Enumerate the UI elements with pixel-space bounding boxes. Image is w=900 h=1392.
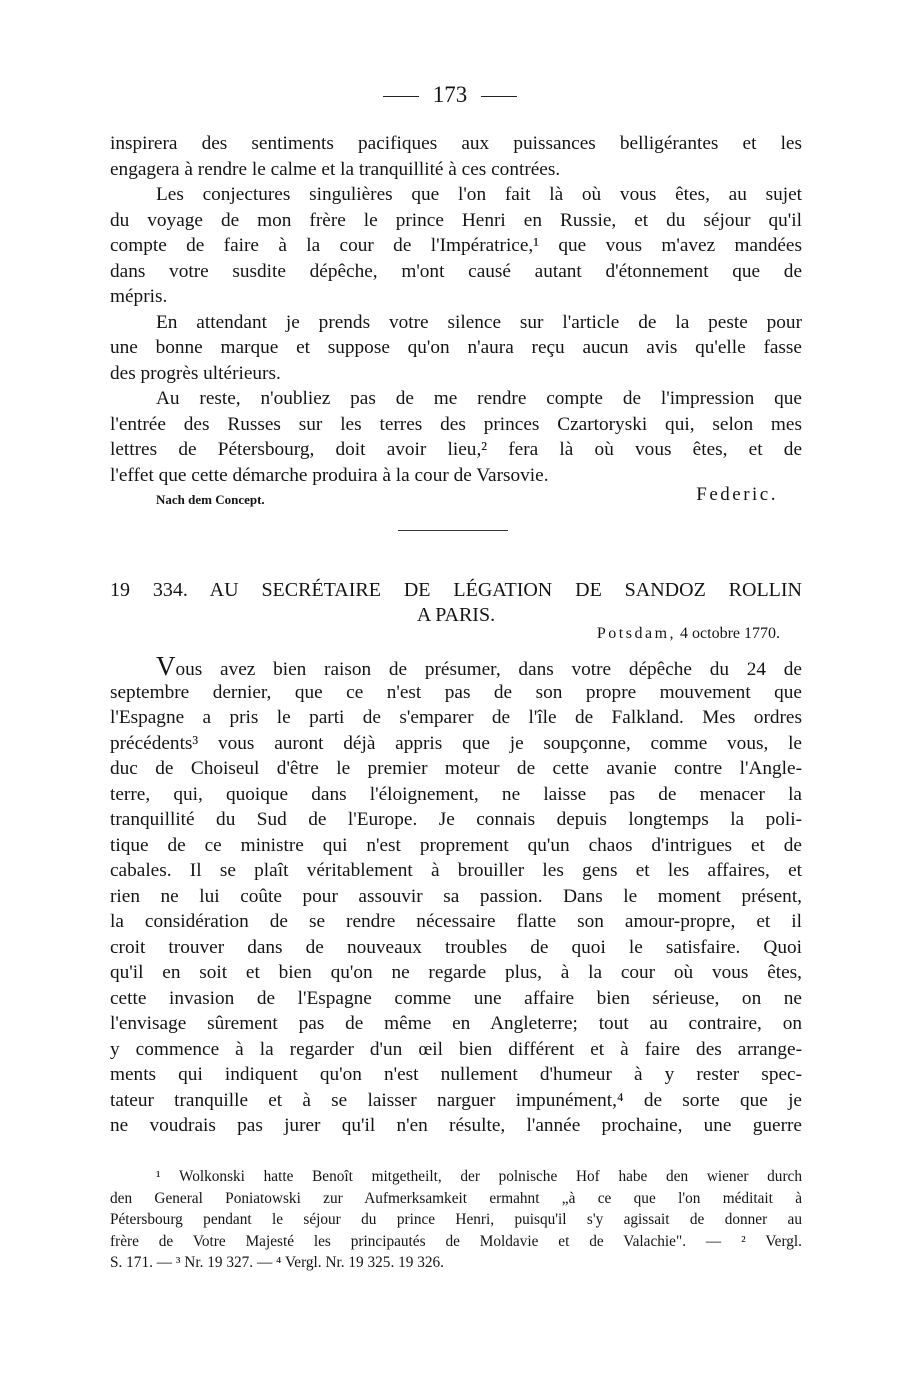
text-line: ne voudrais pas jurer qu'il n'en résulte, l'année prochaine, une guerre [110,1115,802,1136]
text-line: des progrès ultérieurs. [110,362,281,384]
dateline [597,625,780,643]
footnote-line: Pétersbourg pendant le séjour du prince Henri, puisqu'il s'y agissait de donner au [110,1211,802,1228]
text-line: du voyage de mon frère le prince Henri en Russie, et du séjour qu'il [110,209,802,231]
page-header [0,82,900,108]
text-line: cabales. Il se plaît véritablement à brouiller les gens et les affaires, et [110,860,802,881]
footnotes [110,1166,802,1274]
initial-letter: V [156,654,176,680]
footnote-line: frère de Votre Majesté les principautés de Moldavie et de Valachie". — ² Vergl. [110,1232,802,1250]
text-line: Au reste, n'oubliez pas de me rendre compte de l'impression que [156,388,802,409]
text-line: inspirera des sentiments pacifiques aux puissances belligérantes et les [110,133,802,154]
text-line: Les conjectures singulières que l'on fait là où vous êtes, au sujet [156,184,802,205]
text-line [110,654,802,680]
text-line: compte de faire à la cour de l'Impératrice,¹ que vous m'avez mandées [110,235,802,256]
text-line: septembre dernier, que ce n'est pas de son propre mouvement que [110,681,802,703]
date-place: Potsdam, [596,625,677,642]
footnote-line: S. 171. — ³ Nr. 19 327. — ⁴ Vergl. Nr. 19 325. 19 326. [110,1254,444,1271]
text-line-rest: ous avez bien raison de présumer, dans votre dépêche du 24 de [175,659,802,680]
letter-title: 19 334. AU SECRÉTAIRE DE LÉGATION DE SANDOZ ROLLIN [110,579,802,601]
text-line: tranquillité du Sud de l'Europe. Je connais depuis longtemps la poli- [110,809,802,830]
text-line: duc de Choiseul d'être le premier moteur de cette avanie contre l'Angle- [110,758,802,779]
signature-row [156,484,778,512]
text-line: croit trouver dans de nouveaux troubles de quoi le satisfaire. Quoi [110,936,802,958]
header-rule-left [383,96,419,97]
section-divider [398,530,508,531]
text-line: tique de ce ministre qui n'est proprement qu'un chaos d'intrigues et de [110,834,802,856]
text-line: cette invasion de l'Espagne comme une affaire bien sérieuse, on ne [110,987,802,1009]
text-line: lettres de Pétersbourg, doit avoir lieu,² fera là où vous êtes, et de [110,439,802,460]
text-line: terre, qui, quoique dans l'éloignement, ne laisse pas de menacer la [110,783,802,805]
text-line: mépris. [110,286,168,307]
text-line: l'envisage sûrement pas de même en Angleterre; tout au contraire, on [110,1013,802,1034]
text-line: dans votre susdite dépêche, m'ont causé autant d'étonnement que de [110,260,802,282]
text-line: la considération de se rendre nécessaire flatte son amour-propre, et il [110,911,802,932]
text-line: qu'il en soit et bien qu'on ne regarde plus, à la cour où vous êtes, [110,962,802,983]
page-number: 173 [432,82,468,107]
letter-body [110,654,802,1139]
source-note: Nach dem Concept. [156,492,265,507]
letter-continuation [110,131,802,488]
text-line: tateur tranquille et à se laisser narguer impunément,⁴ de sorte que je [110,1089,802,1111]
text-line: l'entrée des Russes sur les terres des princes Czartoryski qui, selon mes [110,413,802,435]
text-line: l'effet que cette démarche produira à la cour de Varsovie. [110,464,549,486]
footnote-line: ¹ Wolkonski hatte Benoît mitgetheilt, der polnische Hof habe den wiener durch [156,1168,802,1185]
letter-title-continued: A PARIS. [416,604,496,626]
text-line: En attendant je prends votre silence sur l'article de la peste pour [156,311,802,333]
footnote-line: den General Poniatowski zur Aufmerksamkeit ermahnt „à ce que l'on méditait à [110,1189,802,1207]
header-rule-right [481,96,517,97]
text-line: ments qui indiquent qu'on n'est nullement d'humeur à y rester spec- [110,1064,802,1085]
text-line: une bonne marque et suppose qu'on n'aura reçu aucun avis qu'elle fasse [110,337,802,358]
text-line: y commence à la regarder d'un œil bien différent et à faire des arrange- [110,1038,802,1060]
signature: Federic. [696,484,778,505]
text-line: l'Espagne a pris le parti de s'emparer de l'île de Falkland. Mes ordres [110,707,802,728]
text-line: engagera à rendre le calme et la tranquillité à ces contrées. [110,158,561,180]
text-line: précédents³ vous auront déjà appris que je soupçonne, comme vous, le [110,732,802,754]
text-line: rien ne lui coûte pour assouvir sa passion. Dans le moment présent, [110,885,802,907]
date-text: 4 octobre 1770. [676,625,780,642]
